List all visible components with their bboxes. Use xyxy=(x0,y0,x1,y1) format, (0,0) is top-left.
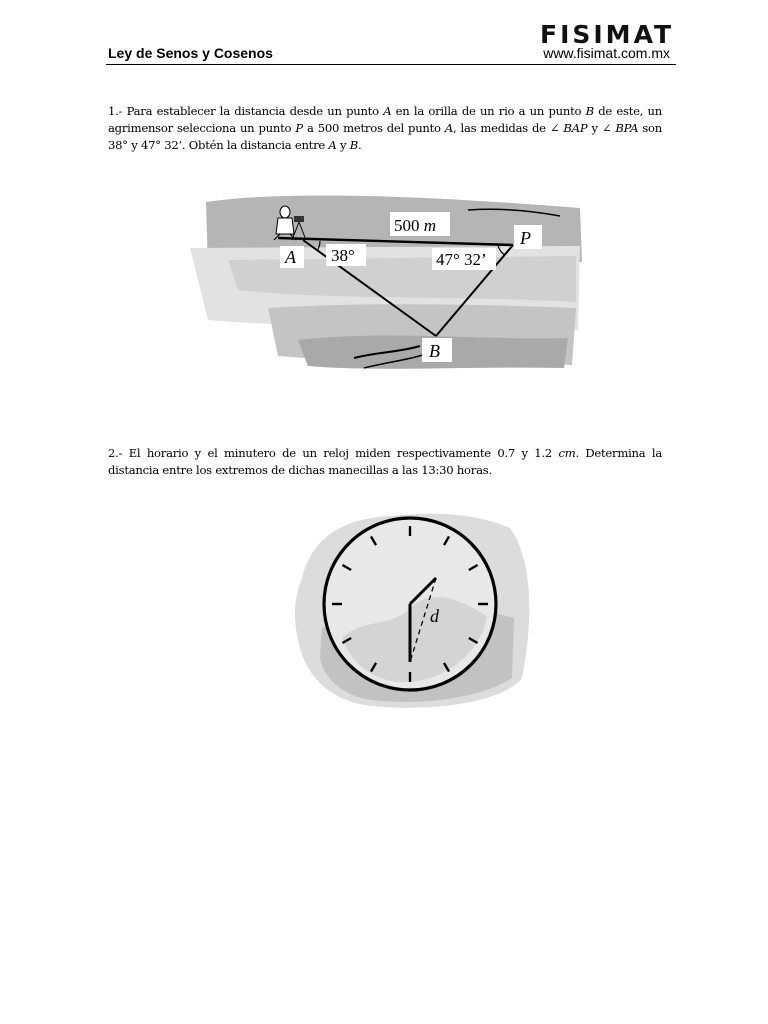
angle-p-label: 47° 32’ xyxy=(436,250,487,269)
clock-figure xyxy=(282,508,542,723)
math-variable: A xyxy=(328,137,337,152)
brand-logo: FISIMAT xyxy=(540,20,675,49)
problem-2-text xyxy=(108,445,662,479)
angle-a-label: 38° xyxy=(331,246,355,265)
problem-text-part: a 500 metros del punto xyxy=(302,120,445,135)
problem-1-text xyxy=(108,103,662,154)
problem-text-part: . Determina la distancia entre los extremos de dichas manecillas a las 13:30 horas. xyxy=(108,445,662,477)
math-variable: cm xyxy=(558,445,576,460)
problem-number: 1.- xyxy=(108,103,123,118)
problem-number: 2.- xyxy=(108,445,123,460)
problem-text-part: y xyxy=(336,137,350,152)
math-variable: B xyxy=(585,103,594,118)
math-variable: B xyxy=(349,137,358,152)
page-title: Ley de Senos y Cosenos xyxy=(108,45,273,61)
math-variable: P xyxy=(295,120,303,135)
problem-text-part: . xyxy=(358,137,362,152)
site-url: www.fisimat.com.mx xyxy=(543,45,670,61)
point-p-label: P xyxy=(520,228,531,248)
distance-value: 500 xyxy=(394,216,420,235)
point-a-label: A xyxy=(285,247,296,267)
problem-text-part: Para establecer la distancia desde un punto xyxy=(122,103,384,118)
problem-text-part: son 38° y 47° 32’. Obtén la distancia entre xyxy=(108,120,663,152)
problem-text-part: y ∠ xyxy=(587,120,616,135)
river-triangle-svg xyxy=(168,190,588,380)
clock-svg xyxy=(282,508,542,718)
distance-label xyxy=(394,216,436,235)
problem-text-part: de este, un agrimensor selecciona un punto xyxy=(108,103,662,135)
math-variable: A xyxy=(444,120,453,135)
math-variable: A xyxy=(383,103,392,118)
header-divider xyxy=(106,64,676,65)
problem-text-part: en la orilla de un rio a un punto xyxy=(391,103,586,118)
river-triangle-figure xyxy=(168,190,588,385)
math-variable: BPA xyxy=(615,120,639,135)
distance-unit: m xyxy=(423,216,437,235)
distance-d-label: d xyxy=(430,606,439,626)
math-variable: BAP xyxy=(563,120,588,135)
point-b-label: B xyxy=(429,341,440,361)
problem-text-part: El horario y el minutero de un reloj miden respectivamente 0.7 y 1.2 xyxy=(122,445,559,460)
problem-text-part: , las medidas de ∠ xyxy=(453,120,564,135)
